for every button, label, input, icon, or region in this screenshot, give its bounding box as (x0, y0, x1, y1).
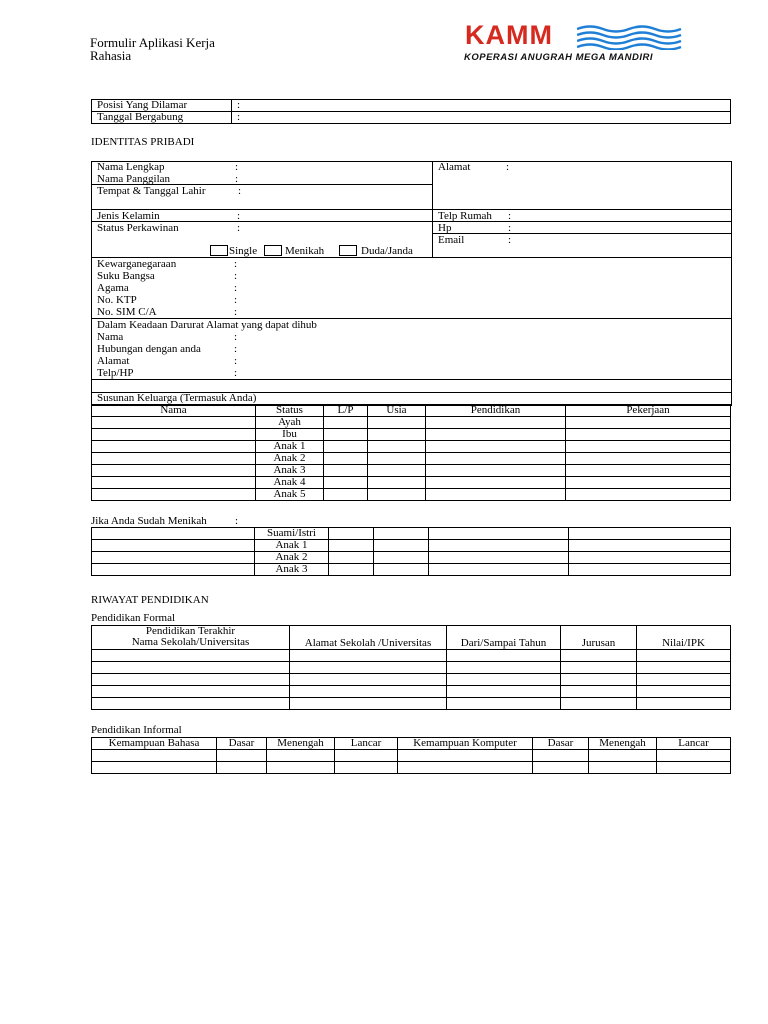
ktp-label: No. KTP (97, 294, 137, 306)
informal-cell[interactable] (217, 762, 267, 774)
informal-header-cell: Lancar (657, 738, 731, 750)
form-title: Formulir Aplikasi Kerja (90, 35, 215, 50)
spouse-cell[interactable] (329, 540, 374, 552)
formal-cell[interactable] (92, 698, 290, 710)
family-cell[interactable] (426, 489, 566, 501)
informal-cell[interactable] (92, 762, 217, 774)
formal-header-cell: Alamat Sekolah /Universitas (290, 626, 447, 650)
position-label: Posisi Yang Dilamar (92, 100, 232, 112)
section-heading-education: RIWAYAT PENDIDIKAN (91, 594, 209, 606)
family-cell[interactable] (368, 429, 426, 441)
spouse-status-cell: Anak 2 (255, 552, 329, 564)
spouse-status-cell: Anak 3 (255, 564, 329, 576)
table-row (92, 429, 731, 441)
family-header-cell: L/P (324, 405, 368, 417)
email-label: Email (438, 234, 465, 246)
family-cell[interactable] (566, 489, 731, 501)
formal-cell[interactable] (290, 662, 447, 674)
formal-header-cell (92, 626, 290, 650)
company-logo (463, 20, 703, 70)
family-cell[interactable] (426, 441, 566, 453)
spouse-name-cell[interactable] (92, 540, 255, 552)
family-cell[interactable] (324, 453, 368, 465)
home-phone-label: Telp Rumah (438, 210, 492, 222)
wave-icon (577, 24, 683, 50)
emergency-address-field[interactable]: : (234, 355, 238, 367)
table-row (92, 698, 731, 710)
emergency-heading: Dalam Keadaan Darurat Alamat yang dapat dihub (97, 319, 317, 331)
informal-header-cell: Menengah (589, 738, 657, 750)
nationality-field[interactable]: : (234, 258, 238, 270)
formal-cell[interactable] (447, 686, 561, 698)
informal-header-cell: Dasar (217, 738, 267, 750)
family-cell[interactable] (324, 429, 368, 441)
row-divider (91, 209, 731, 210)
formal-education-label: Pendidikan Formal (91, 612, 176, 624)
family-cell[interactable] (368, 489, 426, 501)
table-row (92, 662, 731, 674)
family-cell[interactable] (324, 477, 368, 489)
emergency-relation-field[interactable]: : (234, 343, 238, 355)
formal-cell[interactable] (92, 686, 290, 698)
informal-header-cell: Dasar (533, 738, 589, 750)
family-header-cell: Usia (368, 405, 426, 417)
spouse-cell[interactable] (374, 564, 429, 576)
checkbox-married[interactable] (264, 245, 282, 256)
spouse-cell[interactable] (374, 540, 429, 552)
ktp-field[interactable]: : (234, 294, 238, 306)
spouse-cell[interactable] (329, 552, 374, 564)
emergency-phone-label: Telp/HP (97, 367, 134, 379)
informal-cell[interactable] (267, 762, 335, 774)
email-field[interactable]: : (508, 234, 512, 246)
table-row (92, 674, 731, 686)
formal-cell[interactable] (290, 698, 447, 710)
birth-label: Tempat & Tanggal Lahir (97, 185, 206, 197)
spouse-colon: : (235, 515, 239, 527)
family-cell[interactable] (566, 441, 731, 453)
formal-cell[interactable] (447, 698, 561, 710)
spouse-cell[interactable] (374, 528, 429, 540)
family-name-cell[interactable] (92, 489, 256, 501)
formal-cell[interactable] (92, 662, 290, 674)
family-cell[interactable] (368, 417, 426, 429)
formal-header-line: Pendidikan Terakhir (145, 625, 236, 637)
table-row (92, 465, 731, 477)
family-table (91, 404, 731, 501)
formal-cell[interactable] (637, 650, 731, 662)
family-cell[interactable] (566, 453, 731, 465)
table-row (92, 477, 731, 489)
informal-education-label: Pendidikan Informal (91, 724, 182, 736)
family-cell[interactable] (368, 465, 426, 477)
family-name-cell[interactable] (92, 477, 256, 489)
row-divider (91, 257, 731, 258)
family-cell[interactable] (426, 417, 566, 429)
position-field[interactable]: : (232, 100, 731, 112)
formal-education-table (91, 625, 731, 710)
spouse-cell[interactable] (569, 528, 731, 540)
gender-label: Jenis Kelamin (97, 210, 160, 222)
table-row (92, 564, 731, 576)
full-name-field[interactable]: : (235, 161, 239, 173)
informal-cell[interactable] (533, 762, 589, 774)
informal-header-cell: Menengah (267, 738, 335, 750)
informal-cell[interactable] (398, 762, 533, 774)
family-header-cell: Pendidikan (426, 405, 566, 417)
row-divider (91, 379, 731, 380)
birth-field[interactable]: : (238, 185, 242, 197)
formal-cell[interactable] (561, 674, 637, 686)
family-status-cell: Ayah (256, 417, 324, 429)
formal-cell[interactable] (637, 674, 731, 686)
formal-header-cell: Jurusan (561, 626, 637, 650)
ethnicity-field[interactable]: : (234, 270, 238, 282)
family-cell[interactable] (368, 441, 426, 453)
spouse-cell[interactable] (429, 552, 569, 564)
sim-field[interactable]: : (234, 306, 238, 318)
informal-education-table (91, 737, 731, 774)
family-name-cell[interactable] (92, 453, 256, 465)
position-table (91, 99, 731, 124)
nickname-field[interactable]: : (235, 173, 239, 185)
family-cell[interactable] (566, 477, 731, 489)
family-cell[interactable] (324, 465, 368, 477)
formal-cell[interactable] (561, 686, 637, 698)
spouse-label: Jika Anda Sudah Menikah (91, 515, 207, 527)
table-row (92, 750, 731, 762)
informal-cell[interactable] (589, 750, 657, 762)
formal-cell[interactable] (447, 650, 561, 662)
address-field[interactable]: : (506, 161, 510, 173)
family-cell[interactable] (566, 429, 731, 441)
family-heading: Susunan Keluarga (Termasuk Anda) (97, 392, 257, 404)
table-row (92, 528, 731, 540)
hp-label: Hp (438, 222, 452, 234)
spouse-cell[interactable] (569, 540, 731, 552)
gender-field[interactable]: : (237, 210, 241, 222)
checkbox-single[interactable] (210, 245, 228, 256)
family-status-cell: Anak 3 (256, 465, 324, 477)
family-status-cell: Anak 2 (256, 453, 324, 465)
informal-header-cell: Lancar (335, 738, 398, 750)
row-divider (432, 233, 731, 234)
religion-label: Agama (97, 282, 129, 294)
emergency-phone-field[interactable]: : (234, 367, 238, 379)
table-row (92, 489, 731, 501)
table-row (92, 417, 731, 429)
form-subtitle: Rahasia (90, 48, 132, 63)
family-cell[interactable] (566, 417, 731, 429)
spouse-cell[interactable] (429, 564, 569, 576)
informal-cell[interactable] (398, 750, 533, 762)
ethnicity-label: Suku Bangsa (97, 270, 155, 282)
spouse-cell[interactable] (429, 528, 569, 540)
spouse-name-cell[interactable] (92, 564, 255, 576)
join-date-field[interactable]: : (232, 112, 731, 124)
address-label: Alamat (438, 161, 471, 173)
formal-cell[interactable] (92, 674, 290, 686)
family-name-cell[interactable] (92, 417, 256, 429)
informal-cell[interactable] (267, 750, 335, 762)
spouse-cell[interactable] (429, 540, 569, 552)
informal-cell[interactable] (92, 750, 217, 762)
formal-header-cell: Nilai/IPK (637, 626, 731, 650)
formal-cell[interactable] (637, 698, 731, 710)
table-row (92, 453, 731, 465)
spouse-status-cell: Anak 1 (255, 540, 329, 552)
formal-cell[interactable] (447, 662, 561, 674)
family-cell[interactable] (566, 465, 731, 477)
option-widowed-label: Duda/Janda (361, 245, 413, 257)
family-status-cell: Anak 5 (256, 489, 324, 501)
spouse-name-cell[interactable] (92, 552, 255, 564)
family-header-cell: Pekerjaan (566, 405, 731, 417)
family-name-cell[interactable] (92, 465, 256, 477)
spouse-name-cell[interactable] (92, 528, 255, 540)
marital-field[interactable]: : (237, 222, 241, 234)
informal-cell[interactable] (335, 762, 398, 774)
family-name-cell[interactable] (92, 429, 256, 441)
formal-cell[interactable] (637, 686, 731, 698)
nickname-label: Nama Panggilan (97, 173, 171, 185)
spouse-cell[interactable] (329, 528, 374, 540)
religion-field[interactable]: : (234, 282, 238, 294)
formal-header-line: Nama Sekolah/Universitas (131, 636, 250, 648)
hp-field[interactable]: : (508, 222, 512, 234)
family-status-cell: Anak 4 (256, 477, 324, 489)
logo-wordmark: KAMM (465, 20, 553, 50)
table-row (92, 540, 731, 552)
home-phone-field[interactable]: : (508, 210, 512, 222)
spouse-table (91, 527, 731, 576)
section-heading-personal: IDENTITAS PRIBADI (91, 136, 195, 148)
informal-header-cell: Kemampuan Komputer (398, 738, 533, 750)
family-header-cell: Status (256, 405, 324, 417)
informal-header-cell: Kemampuan Bahasa (92, 738, 217, 750)
option-single-label: Single (229, 245, 258, 257)
sim-label: No. SIM C/A (97, 306, 157, 318)
nationality-label: Kewarganegaraan (97, 258, 177, 270)
family-cell[interactable] (324, 489, 368, 501)
family-status-cell: Anak 1 (256, 441, 324, 453)
emergency-name-field[interactable]: : (234, 331, 238, 343)
formal-header-cell: Dari/Sampai Tahun (447, 626, 561, 650)
spouse-status-cell: Suami/Istri (255, 528, 329, 540)
family-status-cell: Ibu (256, 429, 324, 441)
formal-cell[interactable] (290, 686, 447, 698)
formal-cell[interactable] (447, 674, 561, 686)
informal-cell[interactable] (657, 750, 731, 762)
spouse-cell[interactable] (569, 552, 731, 564)
row-divider (91, 221, 731, 222)
personal-identity-block (91, 161, 732, 406)
informal-cell[interactable] (589, 762, 657, 774)
family-cell[interactable] (324, 441, 368, 453)
marital-label: Status Perkawinan (97, 222, 179, 234)
full-name-label: Nama Lengkap (97, 161, 165, 173)
join-date-label: Tanggal Bergabung (92, 112, 232, 124)
emergency-name-label: Nama (97, 331, 124, 343)
formal-cell[interactable] (92, 650, 290, 662)
family-cell[interactable] (426, 465, 566, 477)
checkbox-widowed[interactable] (339, 245, 357, 256)
spouse-cell[interactable] (374, 552, 429, 564)
family-header-cell: Nama (92, 405, 256, 417)
option-married-label: Menikah (285, 245, 325, 257)
informal-cell[interactable] (217, 750, 267, 762)
family-cell[interactable] (426, 477, 566, 489)
family-cell[interactable] (324, 417, 368, 429)
family-cell[interactable] (426, 453, 566, 465)
family-cell[interactable] (368, 477, 426, 489)
formal-cell[interactable] (561, 650, 637, 662)
emergency-address-label: Alamat (97, 355, 130, 367)
formal-cell[interactable] (561, 662, 637, 674)
table-row (92, 441, 731, 453)
table-row (92, 552, 731, 564)
logo-tagline: KOPERASI ANUGRAH MEGA MANDIRI (464, 52, 654, 63)
informal-cell[interactable] (335, 750, 398, 762)
informal-cell[interactable] (657, 762, 731, 774)
family-cell[interactable] (368, 453, 426, 465)
family-cell[interactable] (426, 429, 566, 441)
formal-cell[interactable] (290, 650, 447, 662)
formal-cell[interactable] (637, 662, 731, 674)
formal-cell[interactable] (561, 698, 637, 710)
emergency-relation-label: Hubungan dengan anda (97, 343, 201, 355)
informal-cell[interactable] (533, 750, 589, 762)
table-row (92, 762, 731, 774)
spouse-cell[interactable] (329, 564, 374, 576)
formal-cell[interactable] (290, 674, 447, 686)
spouse-cell[interactable] (569, 564, 731, 576)
table-row (92, 650, 731, 662)
family-name-cell[interactable] (92, 441, 256, 453)
table-row (92, 686, 731, 698)
